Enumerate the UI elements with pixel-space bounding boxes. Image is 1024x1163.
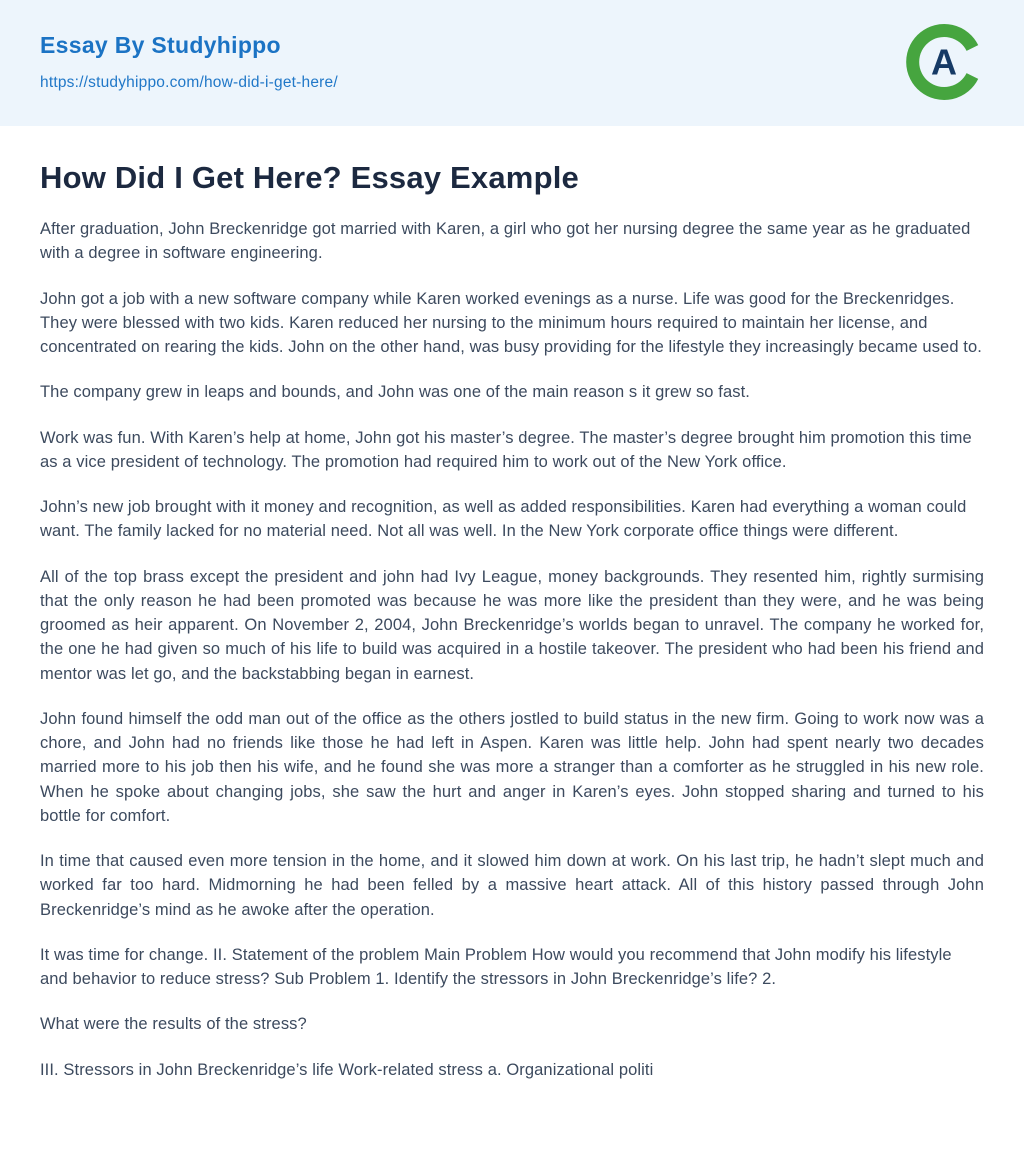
paragraph: III. Stressors in John Breckenridge’s life Work-related stress a. Organizational politi <box>40 1060 654 1079</box>
article-body <box>40 217 984 1082</box>
paragraph: All of the top brass except the president and john had Ivy League, money backgrounds. They resented him, rightly surmising that the only reason he had been promoted was because he was more like the president than they were, and he was being groomed as heir apparent. On November 2, 2004, John Breckenridge’s worlds began to unravel. The company he worked for, the one he had given so much of his life to build was acquired in a hostile takeover. The president who had been his friend and mentor was let go, and the backstabbing began in earnest. <box>40 567 984 683</box>
paragraph: John got a job with a new software company while Karen worked evenings as a nurse. Life was good for the Breckenridges. They were blessed with two kids. Karen reduced her nursing to the minimum hours required to maintain her license, and concentrated on rearing the kids. John on the other hand, was busy providing for the lifestyle they increasingly became used to. <box>40 289 982 356</box>
page-title: How Did I Get Here? Essay Example <box>40 160 579 195</box>
paragraph: It was time for change. II. Statement of the problem Main Problem How would you recommend that John modify his lifestyle and behavior to reduce stress? Sub Problem 1. Identify the stressors in John Breckenridge’s life? 2. <box>40 945 952 988</box>
paragraph: In time that caused even more tension in the home, and it slowed him down at work. On his last trip, he hadn’t slept much and worked far too hard. Midmorning he had been felled by a massive heart attack. All of this history passed through John Breckenridge’s mind as he awoke after the operation. <box>40 852 984 919</box>
paragraph: Work was fun. With Karen’s help at home, John got his master’s degree. The master’s degree brought him promotion this time as a vice president of technology. The promotion had required him to work out of the New York office. <box>40 428 972 471</box>
studyhippo-logo-icon <box>904 22 984 102</box>
paragraph: After graduation, John Breckenridge got married with Karen, a girl who got her nursing degree the same year as he graduated with a degree in software engineering. <box>40 220 971 263</box>
paragraph: What were the results of the stress? <box>40 1015 307 1034</box>
paragraph: John found himself the odd man out of the office as the others jostled to build status in the new firm. Going to work now was a chore, and John had no friends like those he had left in Aspen. Karen was little help. John had spent nearly two decades married more to his job then his wife, and he found she was more a stranger than a comforter as he struggled in his new role. When he spoke about changing jobs, she saw the hurt and anger in Karen’s eyes. John stopped sharing and turned to his bottle for comfort. <box>40 709 984 825</box>
paragraph: The company grew in leaps and bounds, and John was one of the main reason s it grew so fast. <box>40 383 750 402</box>
source-url-link[interactable]: https://studyhippo.com/how-did-i-get-here/ <box>40 74 338 91</box>
site-title: Essay By Studyhippo <box>40 32 281 58</box>
paragraph: John’s new job brought with it money and recognition, as well as added responsibilities. Karen had everything a woman could want. The family lacked for no material need. Not all was well. In the New York corporate office things were different. <box>40 498 967 541</box>
site-header <box>0 0 1024 126</box>
logo-letter: A <box>931 41 957 83</box>
header-text <box>40 32 338 92</box>
article <box>0 126 1024 1163</box>
